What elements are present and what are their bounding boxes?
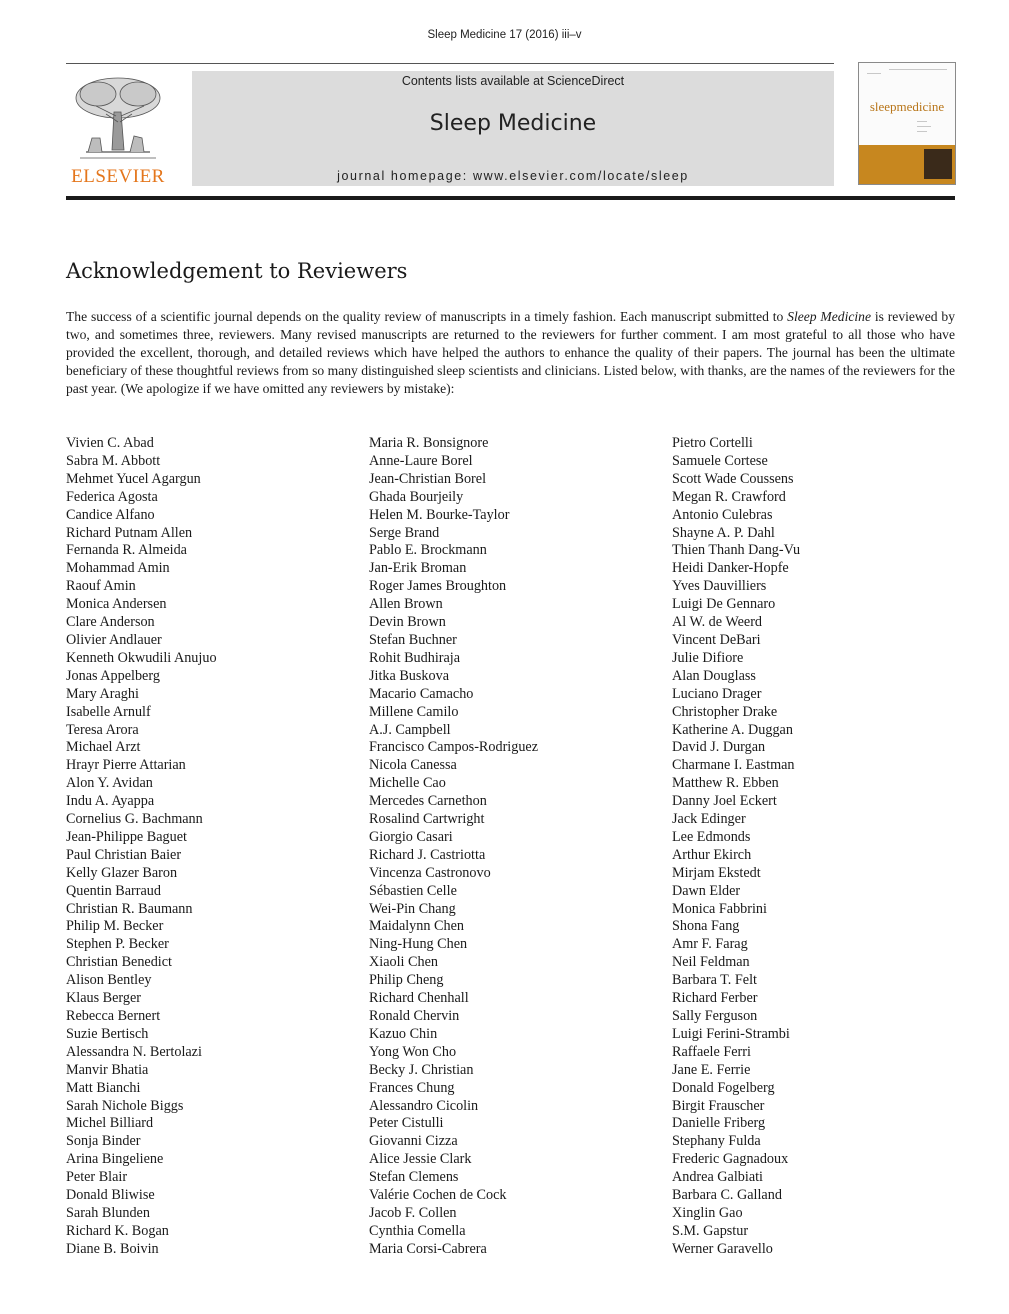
cover-image	[924, 149, 952, 179]
reviewer-name: S.M. Gapstur	[672, 1222, 749, 1239]
reviewer-name: Maidalynn Chen	[369, 918, 464, 935]
reviewer-name: Klaus Berger	[66, 990, 141, 1007]
header-top-rule	[66, 63, 834, 64]
reviewer-name: Donald Bliwise	[66, 1187, 155, 1204]
reviewer-name: Richard J. Castriotta	[369, 846, 486, 863]
reviewer-name: Frederic Gagnadoux	[672, 1151, 789, 1168]
elsevier-wordmark: ELSEVIER	[71, 166, 165, 187]
reviewer-name: Megan R. Crawford	[672, 488, 786, 505]
reviewer-name: Frances Chung	[369, 1079, 455, 1096]
reviewer-name: Barbara C. Galland	[672, 1187, 782, 1204]
intro-text-start: The success of a scientific journal depends on the quality review of manuscripts in a timely fashion. Each manuscript submitted to	[66, 309, 788, 324]
reviewer-name: Sébastien Celle	[369, 882, 457, 899]
journal-citation: Sleep Medicine 17 (2016) iii–v	[427, 29, 582, 41]
reviewer-name: Birgit Frauscher	[672, 1097, 765, 1114]
reviewer-name: Dawn Elder	[672, 882, 741, 899]
reviewer-name: Philip M. Becker	[66, 918, 164, 935]
reviewer-name: Samuele Cortese	[672, 452, 768, 469]
reviewer-name: Rosalind Cartwright	[369, 811, 485, 828]
reviewer-name: Jitka Buskova	[369, 667, 449, 684]
reviewer-name: Allen Brown	[369, 596, 443, 613]
reviewer-name: Sarah Nichole Biggs	[66, 1097, 184, 1114]
reviewer-name: Pablo E. Brockmann	[369, 542, 487, 559]
reviewer-name: Christian Benedict	[66, 954, 172, 971]
reviewer-name: Antonio Culebras	[672, 506, 773, 523]
reviewer-name: Devin Brown	[369, 614, 446, 631]
reviewer-name: Paul Christian Baier	[66, 846, 182, 863]
reviewer-name: Arina Bingeliene	[66, 1151, 164, 1168]
reviewer-name: Mehmet Yucel Agargun	[66, 470, 201, 487]
reviewer-name: Alison Bentley	[66, 972, 152, 989]
reviewer-name: Quentin Barraud	[66, 882, 161, 899]
reviewer-name: Heidi Danker-Hopfe	[672, 560, 789, 577]
reviewer-name: Werner Garavello	[672, 1240, 773, 1257]
reviewer-name: Matthew R. Ebben	[672, 775, 779, 792]
reviewer-name: Ning-Hung Chen	[369, 936, 468, 953]
reviewer-name: Anne-Laure Borel	[369, 452, 473, 469]
reviewer-name: Helen M. Bourke-Taylor	[369, 506, 510, 523]
reviewer-name: Hrayr Pierre Attarian	[66, 757, 186, 774]
reviewer-name: Indu A. Ayappa	[66, 793, 155, 810]
reviewer-name: Al W. de Weerd	[672, 614, 763, 631]
reviewer-name: Yong Won Cho	[369, 1043, 457, 1060]
reviewer-name: Stefan Clemens	[369, 1169, 459, 1186]
reviewer-name: Vivien C. Abad	[66, 435, 154, 451]
reviewer-name: Xiaoli Chen	[369, 954, 438, 971]
reviewer-name: Valérie Cochen de Cock	[369, 1187, 507, 1204]
reviewer-name: Teresa Arora	[66, 721, 139, 738]
reviewer-name: Jonas Appelberg	[66, 667, 160, 684]
reviewer-name: Ronald Chervin	[369, 1008, 460, 1024]
reviewer-name: Jean-Philippe Baguet	[66, 828, 187, 845]
reviewer-name: Sonja Binder	[66, 1133, 141, 1150]
reviewer-name: Serge Brand	[369, 524, 440, 541]
reviewer-name: Stephany Fulda	[672, 1133, 761, 1150]
journal-homepage: journal homepage: www.elsevier.com/locate/sleep	[337, 169, 689, 183]
reviewer-name: Stefan Buchner	[369, 631, 457, 648]
reviewer-name: Giovanni Cizza	[369, 1133, 458, 1150]
reviewer-name: Vincenza Castronovo	[369, 864, 491, 881]
reviewer-name: Sabra M. Abbott	[66, 452, 161, 469]
reviewer-name: Becky J. Christian	[369, 1061, 474, 1078]
reviewer-name: Christopher Drake	[672, 703, 778, 720]
reviewer-name: Neil Feldman	[672, 954, 750, 971]
reviewer-column-1	[66, 435, 217, 1259]
cover-text-line	[917, 121, 927, 122]
reviewer-name: Kelly Glazer Baron	[66, 864, 178, 881]
reviewer-name: Philip Cheng	[369, 972, 444, 989]
reviewer-name: Alice Jessie Clark	[369, 1151, 472, 1168]
reviewer-name: Manvir Bhatia	[66, 1061, 149, 1078]
reviewer-name: Scott Wade Coussens	[672, 470, 794, 487]
reviewer-name: Vincent DeBari	[672, 631, 761, 648]
reviewer-name: Katherine A. Duggan	[672, 721, 793, 738]
reviewer-name: Suzie Bertisch	[66, 1025, 149, 1042]
reviewer-name: Jane E. Ferrie	[672, 1061, 751, 1078]
reviewer-name: Lee Edmonds	[672, 828, 751, 845]
reviewer-name: Barbara T. Felt	[672, 972, 757, 989]
article-title: Acknowledgement to Reviewers	[66, 259, 408, 283]
reviewer-name: Rebecca Bernert	[66, 1008, 161, 1024]
reviewer-name: Alan Douglass	[672, 667, 756, 684]
reviewer-name: Nicola Canessa	[369, 757, 457, 774]
reviewer-name: Raouf Amin	[66, 578, 136, 595]
reviewer-name: Alessandra N. Bertolazi	[66, 1043, 202, 1060]
reviewer-name: Michel Billiard	[66, 1115, 154, 1132]
reviewer-name: Jack Edinger	[672, 811, 746, 828]
reviewer-name: Maria R. Bonsignore	[369, 435, 489, 451]
reviewer-name: Richard Ferber	[672, 990, 758, 1007]
reviewer-name: Luigi Ferini-Strambi	[672, 1025, 790, 1042]
elsevier-logo	[66, 72, 170, 188]
intro-journal-name: Sleep Medicine	[787, 309, 872, 324]
reviewer-name: Raffaele Ferri	[672, 1043, 751, 1060]
reviewer-name: Monica Andersen	[66, 596, 167, 613]
reviewer-name: Thien Thanh Dang-Vu	[672, 542, 801, 559]
cover-title: sleepmedicine	[869, 99, 945, 114]
reviewer-name: Cornelius G. Bachmann	[66, 811, 203, 828]
reviewer-name: Clare Anderson	[66, 614, 155, 631]
reviewer-name: Rohit Budhiraja	[369, 649, 461, 666]
reviewer-name: Shayne A. P. Dahl	[672, 524, 775, 541]
reviewer-name: Yves Dauvilliers	[672, 578, 767, 595]
reviewer-name: Pietro Cortelli	[672, 435, 753, 451]
reviewer-name: Xinglin Gao	[672, 1204, 743, 1221]
journal-title: Sleep Medicine	[429, 111, 597, 136]
reviewer-name: Donald Fogelberg	[672, 1079, 775, 1096]
reviewer-name: Diane B. Boivin	[66, 1240, 159, 1257]
reviewer-name: Jan-Erik Broman	[369, 560, 467, 577]
intro-paragraph	[66, 308, 955, 398]
reviewer-name: Kenneth Okwudili Anujuo	[66, 649, 217, 666]
reviewer-name: Millene Camilo	[369, 703, 459, 720]
reviewer-name: Peter Cistulli	[369, 1115, 444, 1132]
reviewer-name: Federica Agosta	[66, 488, 158, 505]
reviewer-name: Ghada Bourjeily	[369, 488, 464, 505]
reviewer-name: Monica Fabbrini	[672, 900, 767, 917]
cover-mark	[867, 73, 881, 74]
reviewer-name: Arthur Ekirch	[672, 846, 752, 863]
reviewer-name: Michelle Cao	[369, 775, 446, 792]
reviewer-column-3	[672, 435, 800, 1259]
journal-banner	[192, 71, 834, 186]
reviewer-name: Francisco Campos-Rodriguez	[369, 739, 539, 756]
reviewer-name: Luciano Drager	[672, 685, 762, 702]
reviewer-name: Cynthia Comella	[369, 1222, 466, 1239]
reviewer-name: Shona Fang	[672, 918, 740, 935]
reviewer-name: David J. Durgan	[672, 739, 766, 756]
reviewer-name: Candice Alfano	[66, 506, 155, 523]
intro-text-end: is reviewed by two, and sometimes three, reviewers. Many revised manuscripts are returned to the reviewers for further comment. I am most grateful to all those who have provided the excellent, thorough, and detailed reviews which have helped the authors to enhance the quality of their papers. The journal has been the ultimate beneficiary of these thoughtful reviews from so many distinguished sleep scientists and clinicians. Listed below, with thanks, are the names of the reviewers for the past year. (We apologize if we have omitted any reviewers by mistake):	[66, 309, 955, 396]
reviewer-name: Sally Ferguson	[672, 1008, 758, 1024]
reviewer-name: Richard K. Bogan	[66, 1222, 169, 1239]
reviewer-name: Maria Corsi-Cabrera	[369, 1240, 487, 1257]
cover-text-line	[917, 131, 927, 132]
reviewer-name: Richard Chenhall	[369, 990, 469, 1007]
reviewer-name: Stephen P. Becker	[66, 936, 169, 953]
reviewer-name: Alessandro Cicolin	[369, 1097, 479, 1114]
contents-line: Contents lists available at ScienceDirect	[401, 74, 625, 88]
elsevier-tree-icon	[66, 72, 170, 168]
header-thick-rule	[66, 196, 955, 200]
reviewer-name: Mohammad Amin	[66, 560, 170, 577]
reviewer-name: Isabelle Arnulf	[66, 703, 151, 720]
reviewer-name: Mirjam Ekstedt	[672, 864, 761, 881]
reviewer-name: Olivier Andlauer	[66, 631, 162, 648]
reviewer-name: Wei-Pin Chang	[369, 900, 456, 917]
reviewer-name: Julie Difiore	[672, 649, 744, 666]
reviewer-name: Sarah Blunden	[66, 1204, 150, 1221]
reviewer-name: Macario Camacho	[369, 685, 474, 702]
reviewer-name: Fernanda R. Almeida	[66, 542, 187, 559]
reviewer-column-2	[369, 435, 538, 1259]
reviewer-name: Danny Joel Eckert	[672, 793, 777, 810]
cover-text-line	[917, 126, 931, 127]
reviewer-name: Jean-Christian Borel	[369, 470, 487, 487]
reviewer-name: Christian R. Baumann	[66, 900, 193, 917]
reviewer-name: A.J. Campbell	[369, 721, 451, 738]
reviewer-name: Luigi De Gennaro	[672, 596, 776, 613]
reviewer-name: Richard Putnam Allen	[66, 524, 193, 541]
reviewer-name: Mercedes Carnethon	[369, 793, 487, 810]
reviewer-name: Matt Bianchi	[66, 1079, 141, 1096]
reviewer-name: Kazuo Chin	[369, 1025, 438, 1042]
cover-header-line	[889, 69, 947, 70]
reviewer-name: Amr F. Farag	[672, 936, 748, 953]
journal-cover-thumbnail	[858, 62, 956, 185]
reviewer-name: Alon Y. Avidan	[66, 775, 153, 792]
reviewer-name: Danielle Friberg	[672, 1115, 766, 1132]
reviewer-name: Peter Blair	[66, 1169, 128, 1186]
reviewer-name: Andrea Galbiati	[672, 1169, 763, 1186]
reviewer-name: Charmane I. Eastman	[672, 757, 795, 774]
reviewer-name: Giorgio Casari	[369, 828, 453, 845]
reviewer-name: Mary Araghi	[66, 685, 139, 702]
reviewer-name: Jacob F. Collen	[369, 1204, 457, 1221]
reviewer-name: Roger James Broughton	[369, 578, 507, 595]
reviewer-name: Michael Arzt	[66, 739, 141, 756]
